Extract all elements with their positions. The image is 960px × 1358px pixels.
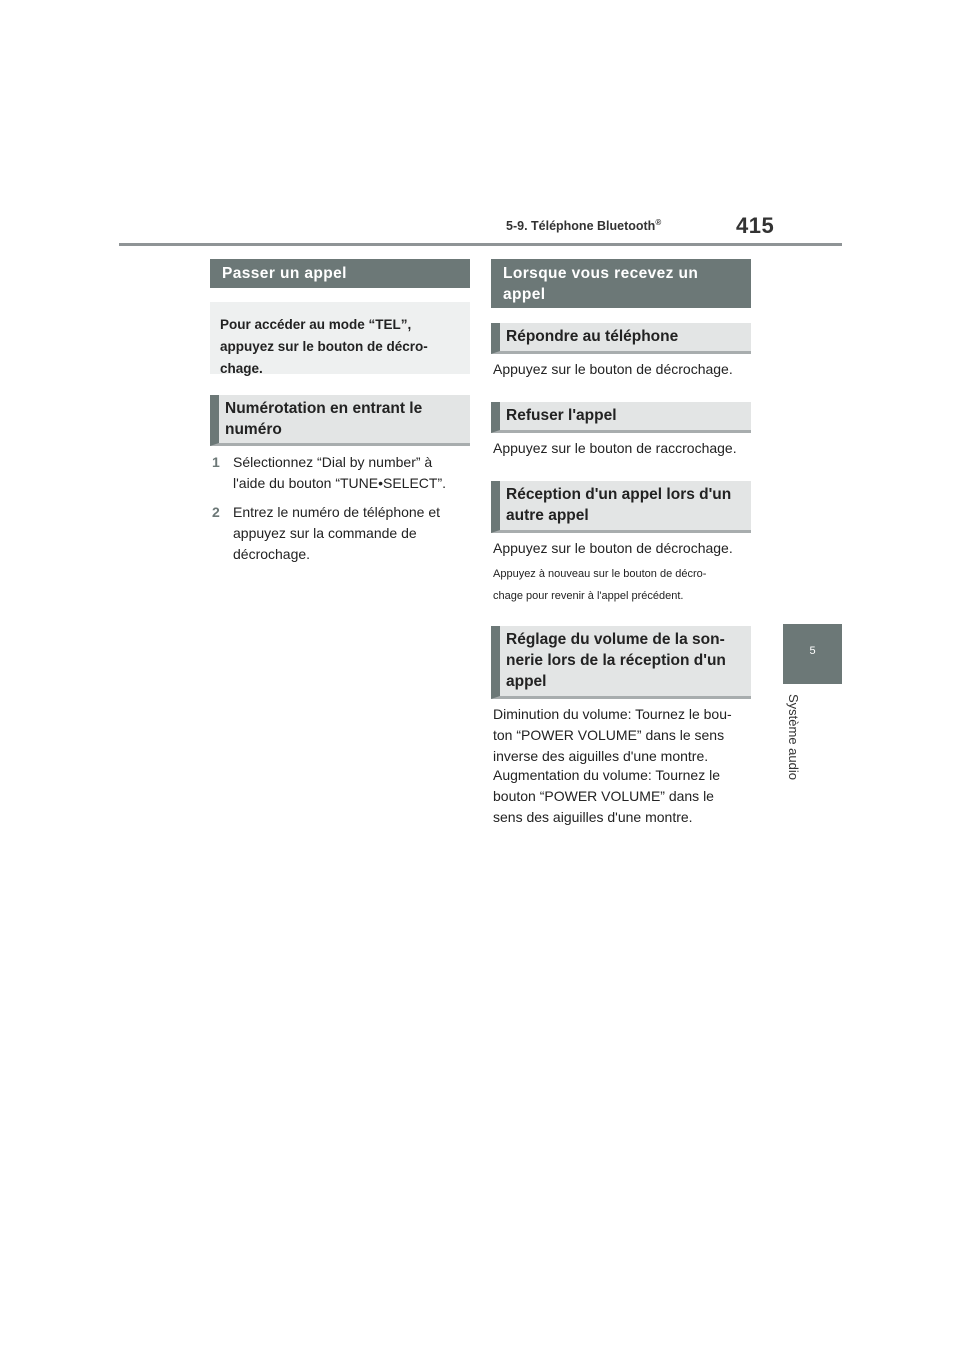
step-number: 2 xyxy=(212,504,220,520)
heading-volume-sonnerie: Réglage du volume de la son- nerie lors de la réception d'un appel xyxy=(491,626,751,699)
header-divider xyxy=(119,243,842,246)
chapter-title: Système audio xyxy=(786,694,801,780)
volume-increase-text: Augmentation du volume: Tournez le bouton “POWER VOLUME” dans le sens des aiguilles d'une montre. xyxy=(493,767,720,825)
info-box-tel-mode xyxy=(210,302,470,374)
call-waiting-note: Appuyez à nouveau sur le bouton de décro- chage pour revenir à l'appel précédent. xyxy=(493,568,707,602)
heading-repondre: Répondre au téléphone xyxy=(491,323,751,354)
step-1: 1 Sélectionnez “Dial by number” à l'aide du bouton “TUNE•SELECT”. xyxy=(212,454,447,491)
chapter-number: 5 xyxy=(809,645,816,657)
heading-recevoir-appel: Lorsque vous recevez un appel xyxy=(491,259,751,308)
page-number: 415 xyxy=(736,213,775,238)
info-line: appuyez sur le bouton de décro- xyxy=(220,339,428,354)
section-title: 5-9. Téléphone Bluetooth® xyxy=(506,218,662,234)
step-2: 2 Entrez le numéro de téléphone et appuyez sur la commande de décrochage. xyxy=(212,504,441,562)
heading-passer-un-appel: Passer un appel xyxy=(210,259,470,288)
registered-mark: ® xyxy=(655,218,662,227)
call-waiting-text: Appuyez sur le bouton de décrochage. xyxy=(493,540,733,556)
refuse-text: Appuyez sur le bouton de raccrochage. xyxy=(493,440,737,456)
volume-decrease-text: Diminution du volume: Tournez le bou- ton “POWER VOLUME” dans le sens inverse des aiguilles d'une montre. xyxy=(493,706,732,764)
info-line: Pour accéder au mode “TEL”, xyxy=(220,317,412,332)
heading-refuser: Refuser l'appel xyxy=(491,402,751,433)
heading-numerotation: Numérotation en entrant le numéro xyxy=(210,395,470,446)
info-line: chage. xyxy=(220,361,263,376)
answer-text: Appuyez sur le bouton de décrochage. xyxy=(493,361,733,377)
heading-double-appel: Réception d'un appel lors d'un autre appel xyxy=(491,481,751,533)
step-number: 1 xyxy=(212,454,220,470)
